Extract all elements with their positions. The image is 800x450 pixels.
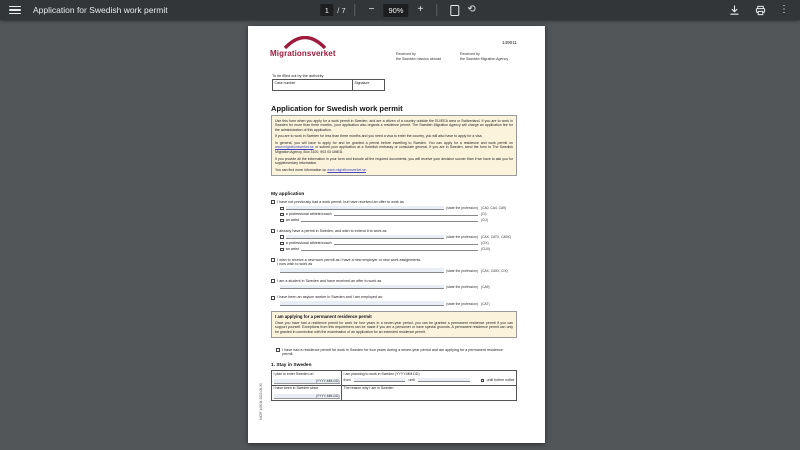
checkbox[interactable]	[276, 348, 280, 352]
section-my-application: My application	[271, 192, 305, 197]
form-version-margin-text: MIGR 149011 2022-06-30	[259, 383, 263, 420]
checkbox[interactable]	[271, 229, 275, 233]
option-no-previous-permit: I have not previously had a work permit, but have received an offer to work as	[271, 200, 517, 204]
checkbox[interactable]	[280, 248, 284, 252]
authority-table	[272, 79, 385, 91]
received-by-agency: Received by the Swedish Migration Agency	[460, 52, 509, 61]
profession-field-row: (state the profession) (CA0, CA4, CA9)	[280, 206, 517, 210]
received-by-mission: Received by the Swedish mission abroad	[396, 52, 441, 61]
section-stay-in-sweden: 1. Stay in Sweden	[271, 363, 312, 368]
form-number: 149011	[502, 40, 517, 45]
enter-date-cell: I plan to enter Sweden on (YYYY-MM-DD)	[272, 371, 342, 385]
profession-field-row: (state the profession) (CAT)	[280, 301, 517, 305]
reason-cell[interactable]: The reason why I am in Sweden	[343, 386, 394, 391]
option-artist: an artist (CU)	[280, 218, 517, 222]
migrationsverket-link[interactable]: www.migrationsverket.se	[275, 145, 314, 150]
zoom-out-button[interactable]: −	[368, 4, 375, 15]
checkbox[interactable]	[271, 279, 275, 283]
checkbox[interactable]	[481, 379, 485, 383]
permanent-residence-box	[271, 311, 517, 338]
more-options-icon[interactable]: ⋮	[779, 4, 789, 15]
option-athlete-coach: a professional athlete/coach (CI)	[280, 212, 517, 216]
enter-date-input[interactable]: (YYYY-MM-DD)	[274, 379, 340, 384]
checkbox[interactable]	[280, 235, 284, 239]
permanent-residence-body: Once you have had a residence permit for work for four years in a seven-year period, you can be granted a permanent residence permit if you can support yourself. Exceptions from this requirement can be made if you are a pensioner or have special grounds. A permanent residence permit can only be granted in connection with the examination of an application for an extended residence permit.	[275, 320, 513, 334]
page-count-label: / 7	[337, 5, 346, 15]
checkbox[interactable]	[271, 296, 275, 300]
pdf-viewer-canvas[interactable]	[0, 20, 800, 450]
logo-wordmark: Migrationsverket	[270, 49, 336, 58]
pdf-page	[248, 26, 545, 443]
option-asylum-seeker: I have been an asylum seeker in Sweden and I am employed as:	[271, 295, 517, 299]
option-permanent-residence: I have had a residence permit for work in Sweden for four years during a seven-year period and am applying for a permanent residence permit.	[276, 348, 516, 357]
intro-info-box	[271, 115, 517, 176]
checkbox[interactable]	[280, 242, 284, 246]
page-title: Application for Swedish work permit	[271, 104, 403, 113]
print-icon[interactable]	[751, 5, 770, 16]
intro-paragraph: You can find more information on www.migrationsverket.se.	[275, 167, 367, 172]
checkbox[interactable]	[280, 219, 284, 223]
work-period-cell: I am planning to work in Sweden (YYYY-MM-DD) from until until further notice	[343, 371, 515, 383]
page-number-input[interactable]: 1	[320, 4, 333, 16]
download-icon[interactable]	[725, 5, 744, 16]
menu-icon[interactable]	[9, 6, 21, 14]
signature-field[interactable]: Signature	[354, 80, 370, 85]
option-athlete-coach: a professional athlete/coach (CIX)	[280, 241, 517, 245]
been-since-cell: I have been in Sweden since (YYYY-MM-DD)	[272, 386, 342, 401]
fit-page-icon[interactable]	[446, 5, 463, 16]
been-since-input[interactable]: (YYYY-MM-DD)	[274, 394, 340, 399]
toolbar-divider	[436, 4, 437, 16]
option-extend-permit: I already have a permit in Sweden, and wish to extend it to work as	[271, 229, 517, 233]
pdf-toolbar	[0, 0, 800, 20]
profession-field-row: (state the profession) (CAX, CA9X, CIX)	[280, 268, 517, 272]
checkbox[interactable]	[271, 200, 275, 204]
rotate-icon[interactable]: ⟲	[467, 4, 476, 15]
work-until-input[interactable]	[418, 378, 470, 382]
document-title: Application for Swedish work permit	[33, 5, 168, 15]
profession-field-row: (state the profession) (CAX, CATX, CA9X)	[280, 235, 517, 239]
profession-input[interactable]	[280, 268, 444, 272]
profession-input[interactable]	[286, 235, 444, 239]
checkbox[interactable]	[280, 207, 284, 211]
logo-arc-icon	[281, 36, 329, 49]
profession-input[interactable]	[286, 206, 444, 210]
profession-field-row: (state the profession) (CA9)	[280, 285, 517, 289]
migrationsverket-link[interactable]: www.migrationsverket.se	[327, 167, 366, 172]
zoom-level-display[interactable]: 90%	[383, 4, 408, 17]
option-student: I am a student in Sweden and have received an offer to work as	[271, 279, 517, 283]
intro-paragraph: In general, you will have to apply for and be granted a permit before travelling to Sweden. You can apply for a residence and work permit on www.migrationsverket.se or submit your application at a Swedish embassy or consulate general. If you are in Sweden, send the form to The Swedish Migration Agency, Box 3100, 903 03 UMEÅ.	[275, 140, 513, 154]
intro-paragraph: If you are to work in Sweden for less than three months and you need a visa to enter the country, you will also have to apply for a visa.	[275, 134, 483, 139]
profession-input[interactable]	[280, 301, 444, 305]
profession-input[interactable]	[280, 285, 444, 289]
option-new-employer-line2: I now wish to work as	[277, 262, 313, 267]
checkbox[interactable]	[280, 213, 284, 217]
checkbox[interactable]	[271, 258, 275, 262]
case-number-field[interactable]: Case number	[273, 80, 353, 90]
intro-paragraph: Use this form when you apply for a work permit in Sweden, and are a citizen of a country outside the EU/EEA area or Switzerland. If you are to work in Sweden for more than three months, your application also regards a residence permit. The Swedish Migration Agency will charge an application fee for the administration of this application.	[275, 118, 513, 132]
authority-caption: To be filled out by the authority	[272, 74, 324, 78]
stay-table	[271, 370, 517, 401]
zoom-in-button[interactable]: +	[417, 4, 424, 15]
intro-paragraph: If you provide all the information in your form and include all the required documents, you will receive your decision sooner than if we have to ask you for supplementary information.	[275, 156, 513, 166]
option-artist: an artist (CUX)	[280, 247, 517, 251]
permanent-residence-heading: I am applying for a permanent residence permit	[275, 314, 372, 319]
work-from-input[interactable]	[354, 378, 406, 382]
option-new-employer: I wish to receive a new work permit as I have a new employer or new work assignments.	[271, 258, 517, 262]
toolbar-divider	[355, 4, 356, 16]
